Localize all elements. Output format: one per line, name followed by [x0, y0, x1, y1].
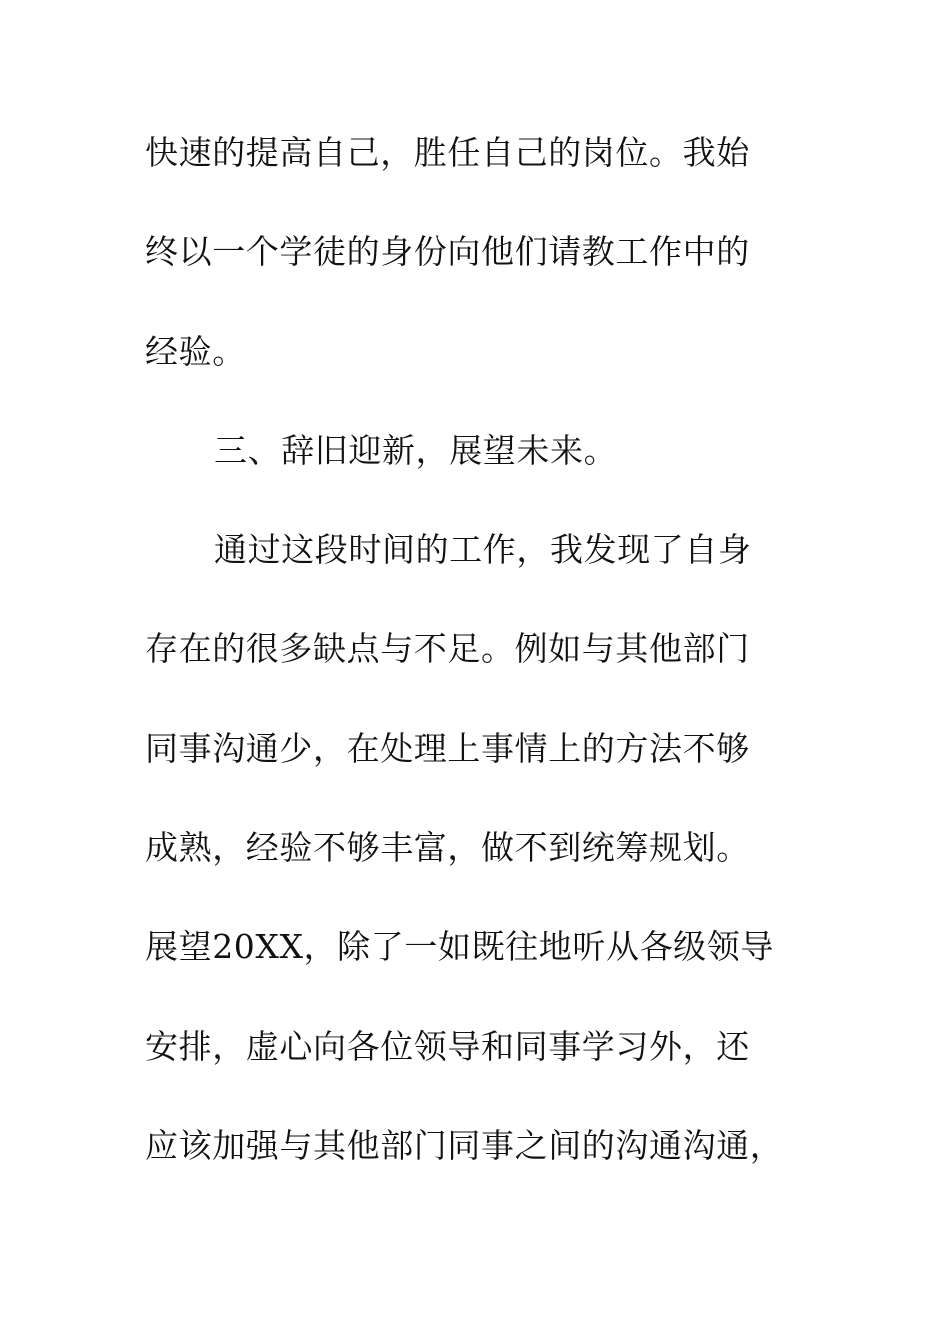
text-line-10: 安排，虚心向各位领导和同事学习外，还 [145, 1027, 750, 1066]
text-line-3: 经验。 [145, 332, 246, 371]
text-line-2: 终以一个学徒的身份向他们请教工作中的 [145, 232, 750, 271]
text-line-1: 快速的提高自己，胜任自己的岗位。我始 [145, 133, 750, 172]
text-line-5: 通过这段时间的工作，我发现了自身 [214, 530, 752, 569]
text-line-6: 存在的很多缺点与不足。例如与其他部门 [145, 629, 750, 668]
section-heading: 三、辞旧迎新，展望未来。 [214, 431, 618, 470]
text-line-7: 同事沟通少，在处理上事情上的方法不够 [145, 729, 750, 768]
text-line-11: 应该加强与其他部门同事之间的沟通沟通， [145, 1126, 784, 1165]
text-line-8: 成熟，经验不够丰富，做不到统筹规划。 [145, 828, 750, 867]
text-line-9: 展望20XX，除了一如既往地听从各级领导 [145, 927, 774, 966]
